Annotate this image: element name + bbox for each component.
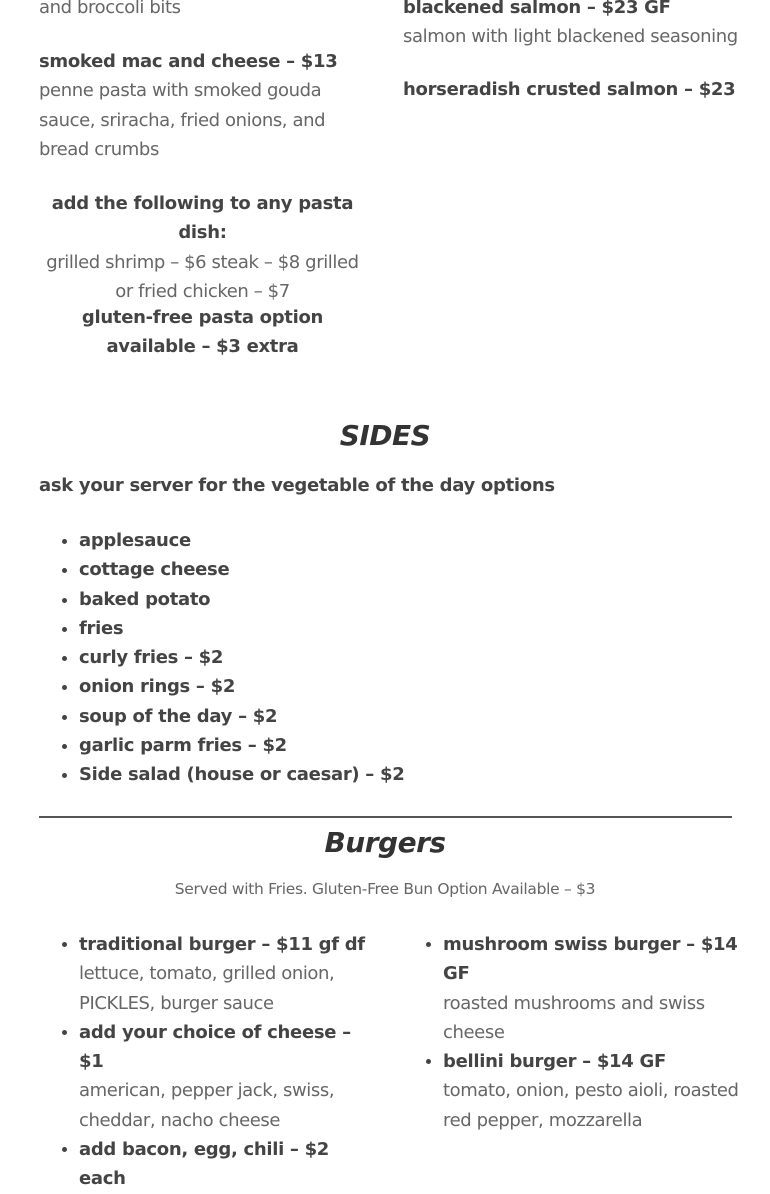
menu-item-name: • add bacon, egg, chili – $2 each [79, 1139, 330, 1190]
menu-item-description: tomato, onion, pesto aioli, roasted red pepper, mozzarella [443, 1080, 739, 1131]
menu-item-description: penne pasta with smoked gouda sauce, sriracha, fried onions, and bread crumbs [39, 80, 326, 160]
menu-item-name: • add your choice of cheese – $1 [79, 1021, 351, 1073]
addons-text: grilled shrimp – $6 steak – $8 grilled or fried chicken – $7 [46, 251, 359, 302]
menu-item-description: lettuce, tomato, grilled onion, PICKLES, burger sauce [79, 963, 335, 1014]
list-item [79, 1135, 379, 1194]
horseradish-salmon-item: horseradish crusted salmon – $23 [403, 79, 736, 100]
list-item: • baked potato [79, 585, 404, 614]
list-item: • fries [79, 614, 404, 643]
list-item [443, 930, 743, 1047]
list-item: • curly fries – $2 [79, 643, 404, 672]
burgers-left-list [39, 930, 379, 1194]
menu-item-name: • mushroom swiss burger – $14 GF [443, 934, 738, 985]
menu-item-description: american, pepper jack, swiss, cheddar, nacho cheese [79, 1080, 335, 1131]
sides-list [39, 526, 404, 790]
sides-intro: ask your server for the vegetable of the day options [39, 475, 555, 496]
list-item: • soup of the day – $2 [79, 702, 404, 731]
menu-item-name: • bellini burger – $14 GF [443, 1051, 666, 1073]
mac-and-cheese-item [39, 47, 369, 164]
section-divider [39, 816, 732, 818]
gluten-free-note: gluten-free pasta option available – $3 extra [81, 307, 324, 358]
list-item: • applesauce [79, 526, 404, 555]
list-item: • cottage cheese [79, 555, 404, 584]
sides-title: SIDES [339, 419, 431, 452]
pasta-addons [39, 189, 366, 306]
list-item: • Side salad (house or caesar) – $2 [79, 760, 404, 789]
menu-item-name: blackened salmon – $23 GF [403, 0, 671, 18]
addons-heading: add the following to any pasta dish: [51, 193, 354, 244]
list-item [79, 1018, 379, 1135]
list-item: • onion rings – $2 [79, 672, 404, 701]
list-item [79, 930, 379, 1018]
list-item: • garlic parm fries – $2 [79, 731, 404, 760]
menu-item-name: • traditional burger – $11 gf df [79, 934, 365, 955]
menu-item-description: salmon with light blackened seasoning [403, 26, 738, 48]
burgers-note: Served with Fries. Gluten-Free Bun Option Available – $3 [174, 880, 596, 898]
burgers-right-list [403, 930, 743, 1135]
blackened-salmon-item [403, 0, 738, 52]
menu-item-name: smoked mac and cheese – $13 [39, 51, 338, 72]
pasta-cut-line: and broccoli bits [39, 0, 181, 18]
list-item [443, 1047, 743, 1135]
burgers-title: Burgers [324, 826, 446, 859]
menu-item-description: roasted mushrooms and swiss cheese [443, 992, 705, 1043]
